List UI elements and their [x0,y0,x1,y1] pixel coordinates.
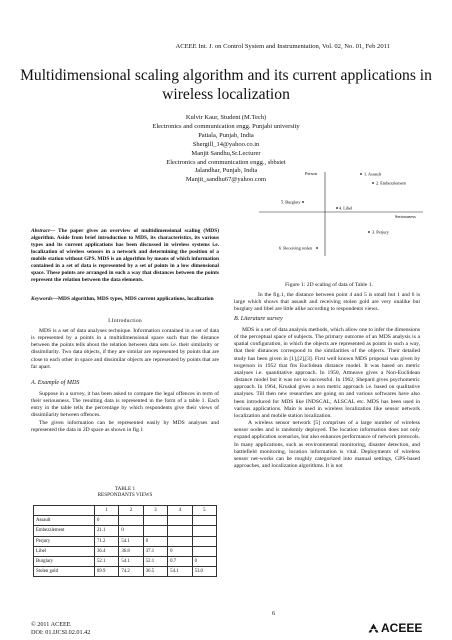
footer-left [31,621,90,637]
author-line: Manjit Sandhu,Sr.Lecturer [191,149,261,157]
subsection-heading-example: A. Example of MDS [31,380,80,386]
section-heading-introduction: I.Introduction [108,318,142,324]
table-cell: 53.0 [192,567,216,577]
point-label: 6. Receiving stolen [279,245,313,251]
data-point [302,201,304,203]
table-cell: Burglary [34,556,95,566]
subsection-heading-literature-survey: B. Literature survey [234,316,283,322]
table-cell [143,526,167,536]
table-cell: 36.4 [95,546,119,556]
author-line: Jalandhar, Punjab, India [194,167,258,175]
paragraph: MDS is a set of data analyses technique. Information contained in a set of data is represented by a points in a multidimensional space such that the distance between the points tells about the relation between data sets i.e. their similarity or dissimilarity. Two data objects, if they are similar are represented by points that are close to each other in space and dissimilar objects are represented by points that are far apart. [31,328,219,370]
table-cell [192,526,216,536]
point-assault [360,172,382,177]
table-cell: 1 [95,506,119,516]
table-cell: 36.8 [119,546,143,556]
table-row [34,526,217,536]
literature-survey-body [234,327,420,470]
point-receiving-stolen [279,246,318,251]
paragraph: In the fig.1, the distance between point 4 and 5 is small but 1 and 6 is large which shows that assault and receiving stolen gold are very unalike but burglary and libel are little alike according to respondents views. [234,292,420,313]
table-cell: 21.1 [95,526,119,536]
y-axis-label: Person [305,171,317,176]
abstract [31,228,219,284]
table-cell: 4 [168,506,192,516]
table-cell: Perjury [34,536,95,546]
abstract-text: — The paper gives an overview of multidimensional scaling (MDS) algorithm. Aside from brief introduction to MDS, its characteristics, its various types and its current applications has been discussed in wireless systems i.e. localization of wireless sensors in a network and determining the position of a mobile station without GPS. MDS is an algorithm by means of which information contained in a set of data is represented by a set of points in a low dimensional space. These points are arranged in such a way that distances between the points represent the relation between the data elements. [31,228,219,284]
table-row [34,516,217,526]
data-point [360,173,362,175]
paragraph: MDS is a set of data analysis methods, which allow one to infer the dimensions of the perceptual space of subjects. The primary outcome of an MDS analysis is a spatial configuration, in which the objects are represented as points in such a way, that their distances correspond to the similarities of the objects. Their detailed study has been given in [1],[2],[3]. First well known MDS proposal was given by torgerson in 1952 that fits Euclidean distance model. It was based on metric analyses i.e. quantitative approach. In 1950, Attneave gives a Non-Euclidean distance model but it was not so successful. In 1962, Shepard gives psychometric approach. In 1964, Kruskal gives a non metric approach i.e. based on qualitative analyses. Till then new researches are going on and various softwares have also been introduced for MDS like INDSCAL, ALSCAL etc. MDS has been used in various applications. Main is used in wireless localization like sensor network localization and mobile station localization. [234,327,420,419]
table-cell [34,506,95,516]
table-cell [143,516,167,526]
table-cell [192,516,216,526]
data-point [336,207,338,209]
table-cell: 37.1 [143,546,167,556]
copyright-text: © 2011 ACEEE [31,621,71,628]
table-cell [192,536,216,546]
table-cell: 54.1 [119,556,143,566]
author-line: Electronics and communication engg., sbbsiet [166,158,286,166]
paragraph: A wireless sensor network [5] comprises of a large number of wireless sensor nodes and is randomly deployed. The location information does not only expand application scenarios, but also enhances performance of network protocols. In many applications, such as environmental monitoring, disaster detection, and battlefield monitoring, location information is vital. Deployments of wireless sensor net-works can be roughly categorized into manual settings, GPS-based approaches, and localization algorithms. It is not [234,420,420,469]
journal-header: ACEEE Int. J. on Control System and Instrumentation, Vol. 02, No. 01, Feb 2011 [175,43,390,50]
table-row [34,567,217,577]
keywords-label: Keywords [31,296,53,302]
example-body [31,391,219,434]
table-cell: 0 [119,526,143,536]
point-burglary [281,200,304,205]
table-row [34,536,217,546]
table-cell: 74.2 [119,567,143,577]
author-line: Kulvir Kaur, Student (M.Tech) [185,114,267,121]
table-row [34,546,217,556]
page-number: 6 [272,610,276,617]
table-header-row [34,506,217,516]
abstract-label: Abstract [31,228,50,234]
table-cell: 52.1 [143,556,167,566]
mds-scatter-figure [255,168,427,260]
table-cell [168,526,192,536]
table-caption-subtitle: RESPONDANTS VIEWS [97,492,153,499]
table-cell: Stolen gold [34,567,95,577]
table-cell: 89.9 [95,567,119,577]
table-cell: 2 [119,506,143,516]
author-email: Shergill_14@yahoo.co.in [192,140,260,148]
table-cell [119,516,143,526]
respondents-table [33,505,217,577]
figure-caption: Figure 1: 2D scaling of data of Table 1. [285,282,373,288]
point-label: 5. Burglary [281,199,301,205]
point-label: 3. Perjury [372,229,389,235]
author-email: Manjit_sandhu67@yahoo.com [185,176,267,184]
paper-title: Multidimensional scaling algorithm and its current applications in wireless localization [20,67,432,103]
table-cell: 36.5 [143,567,167,577]
table-cell: Assault [34,516,95,526]
table-cell: Embezzlement [34,526,95,536]
table-cell: 0 [143,536,167,546]
table-cell [192,546,216,556]
table-cell: Libel [34,546,95,556]
data-point [372,182,374,184]
table-cell: 0 [168,546,192,556]
x-axis-label: Seriousness [395,214,416,219]
table-cell: 0 [95,516,119,526]
intro-paragraph [31,328,219,371]
table-cell: 54.1 [119,536,143,546]
table-cell: 0 [192,556,216,566]
table-cell: 52.1 [95,556,119,566]
point-libel [336,206,353,211]
table-caption-title: TABLE 1 [114,486,136,492]
table-cell: 54.1 [168,567,192,577]
table-caption [31,486,219,499]
data-point [368,231,370,233]
table-cell [168,516,192,526]
data-point [316,247,318,249]
paragraph: The given information can be represented easily by MDS analyses and represented the data in 2D space as shown in fig.1 [31,419,219,433]
table-cell: 0.7 [168,556,192,566]
point-label: 4. Libel [339,205,353,211]
aceee-logo-icon [368,623,379,634]
point-perjury [368,230,390,235]
keywords [31,296,219,303]
keywords-text: —MDS algorithm, MDS types, MDS current applications, localization [52,296,214,302]
author-line: Patiala, Punjab, India [198,131,254,139]
table-row [34,556,217,566]
doi-text: DOI: 01.IJCSI.02.01.42 [31,629,91,636]
figure-discussion [234,292,420,313]
author-line: Electronics and communication engg. Punjabi university [152,122,300,130]
point-embezzlement [372,181,407,186]
table-cell: 3 [143,506,167,516]
table-cell [168,536,192,546]
table-cell: 71.2 [95,536,119,546]
aceee-logo [368,621,422,635]
point-label: 1. Assault [364,171,381,177]
logo-text: ACEEE [381,621,423,635]
point-label: 2. Embezzlement [376,180,406,186]
table-cell: 5 [192,506,216,516]
paragraph: Suppose in a survey, it has been asked to compare the legal offences in term of their seriousness. The resulting data is represented in the form of a table 1. Each entry in the table tells the percentage by which respondents give their views of dissimilarity between offences. [31,391,219,419]
